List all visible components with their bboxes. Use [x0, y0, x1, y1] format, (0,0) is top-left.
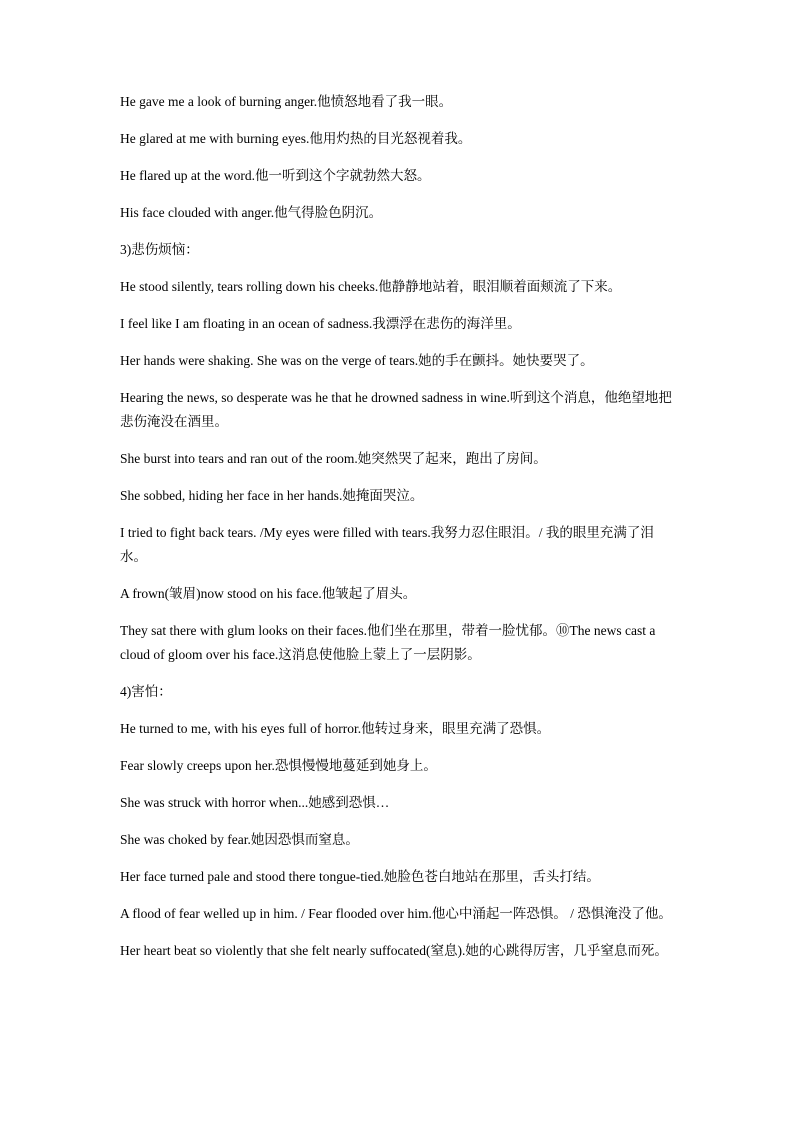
sentence-sadness-wine: Hearing the news, so desperate was he that he drowned sadness in wine.听到这个消息，他绝望地把悲伤淹没在酒里。	[120, 390, 672, 429]
sentence-anger-look: He gave me a look of burning anger.他愤怒地看了我一眼。	[120, 94, 453, 109]
sentence-sadness-shaking: Her hands were shaking. She was on the verge of tears.她的手在颤抖。她快要哭了。	[120, 353, 594, 368]
sentence-anger-glare: He glared at me with burning eyes.他用灼热的目光怒视着我。	[120, 131, 472, 146]
sentence-fear-choked: She was choked by fear.她因恐惧而窒息。	[120, 832, 359, 847]
sentence-fear-flood: A flood of fear welled up in him. / Fear flooded over him.他心中涌起一阵恐惧。 / 恐惧淹没了他。	[120, 906, 672, 921]
sentence-fear-creeps: Fear slowly creeps upon her.恐惧慢慢地蔓延到她身上。	[120, 758, 437, 773]
section-heading-fear: 4)害怕：	[120, 684, 172, 699]
sentence-fear-pale: Her face turned pale and stood there tongue-tied.她脸色苍白地站在那里，舌头打结。	[120, 869, 600, 884]
sentence-fear-struck: She was struck with horror when...她感到恐惧…	[120, 795, 390, 810]
sentence-sadness-burst: She burst into tears and ran out of the room.她突然哭了起来，跑出了房间。	[120, 451, 547, 466]
sentence-sadness-fight-tears: I tried to fight back tears. /My eyes were filled with tears.我努力忍住眼泪。/ 我的眼里充满了泪水。	[120, 525, 654, 564]
document-page	[120, 90, 680, 976]
sentence-sadness-frown: A frown(皱眉)now stood on his face.他皱起了眉头。	[120, 586, 417, 601]
sentence-anger-cloud: His face clouded with anger.他气得脸色阴沉。	[120, 205, 383, 220]
section-heading-sadness: 3)悲伤烦恼：	[120, 242, 199, 257]
sentence-fear-horror: He turned to me, with his eyes full of horror.他转过身来，眼里充满了恐惧。	[120, 721, 551, 736]
sentence-sadness-glum: They sat there with glum looks on their faces.他们坐在那里，带着一脸忧郁。⑩The news cast a cloud of gloom over his face.这消息使他脸上蒙上了一层阴影。	[120, 623, 656, 662]
sentence-sadness-ocean: I feel like I am floating in an ocean of sadness.我漂浮在悲伤的海洋里。	[120, 316, 521, 331]
sentence-sadness-tears: He stood silently, tears rolling down his cheeks.他静静地站着，眼泪顺着面颊流了下来。	[120, 279, 622, 294]
sentence-sadness-sobbed: She sobbed, hiding her face in her hands.她掩面哭泣。	[120, 488, 424, 503]
sentence-anger-flare: He flared up at the word.他一听到这个字就勃然大怒。	[120, 168, 431, 183]
sentence-fear-heartbeat: Her heart beat so violently that she felt nearly suffocated(窒息).她的心跳得厉害，几乎窒息而死。	[120, 943, 668, 958]
